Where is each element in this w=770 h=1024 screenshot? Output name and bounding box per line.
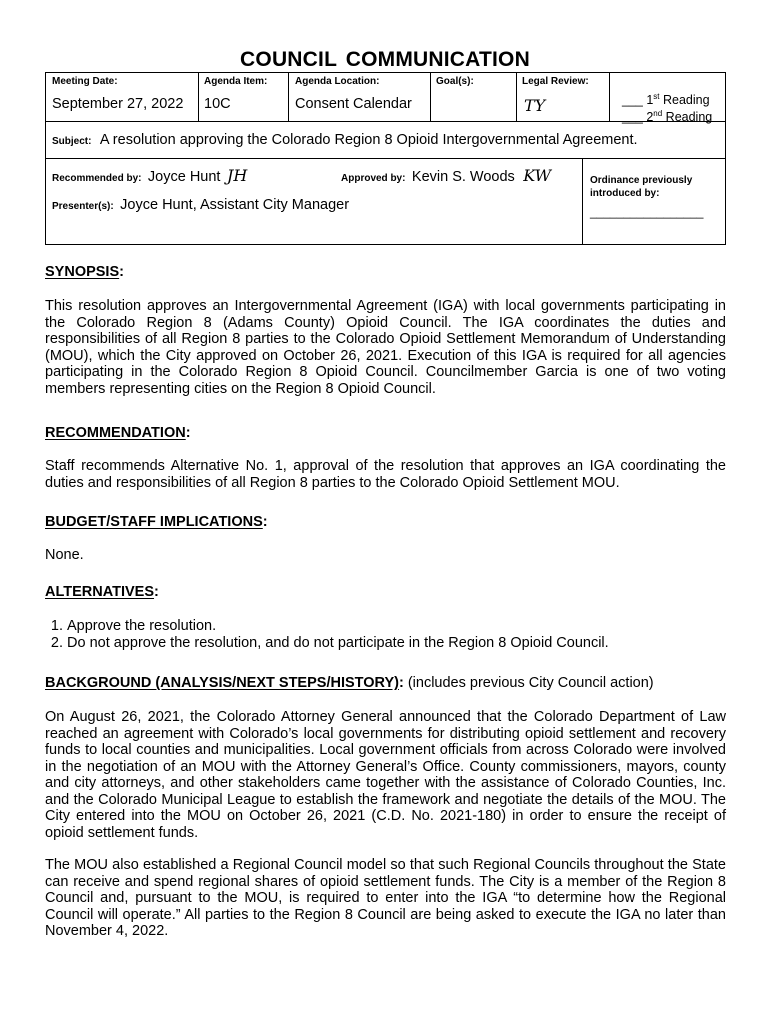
subject-row [52, 131, 638, 149]
goals-label: Goal(s): [436, 76, 474, 87]
background-paragraph-2: The MOU also established a Regional Council model so that such Regional Councils throughout the State can receive and spend regional shares of opioid settlement funds. The City is a member of the Region 8 Council and, pursuant to the MOU, is required to enter into the IGA “to determine how the Regional Council will operate.” All parties to the Region 8 Council are being asked to execute the IGA no later than November 4, 2022. [45, 857, 726, 939]
agenda-item-label: Agenda Item: [204, 76, 268, 87]
recommended-by-initials: JH [226, 166, 248, 185]
col-divider [516, 72, 517, 121]
presenters [52, 196, 349, 214]
synopsis-text: This resolution approves an Intergovernmental Agreement (IGA) with local governments participating in the Colorado Region 8 (Adams County) Opioid Council. The IGA coordinates the duties and responsibilities of all Region 8 parties to the Colorado Opioid Settlement Memorandum of Understanding (MOU), which the City approved on October 26, 2021. Execution of this IGA is required for all agencies participating in the Colorado Region 8 Opioid Council. Councilmember Garcia is one of two voting members representing cities on the Region 8 Opioid Council. [45, 298, 726, 397]
alternatives-heading: ALTERNATIVES [45, 584, 155, 600]
reading-blank: ___ [622, 93, 643, 108]
first-reading [622, 90, 712, 107]
agenda-location: Consent Calendar [295, 96, 412, 112]
reading-checklist [622, 90, 712, 124]
list-item: 1. Approve the resolution. [67, 618, 726, 635]
recommended-by-name: Joyce Hunt [147, 169, 221, 185]
approved-by [341, 166, 551, 186]
legal-review-initials: TY [524, 96, 546, 115]
second-reading [622, 107, 712, 124]
col-divider [198, 72, 199, 121]
background-paragraph-1: On August 26, 2021, the Colorado Attorney General announced that the Colorado Department of Law reached an agreement with Colorado’s local governments for distributing opioid settlement and recovery funds to local counties and municipalities. Local government officials from across Colorado were involved in the negotiation of an MOU with the Attorney General’s Office. County commissioners, mayors, county and city attorneys, and other stakeholders came together with the assistance of Colorado Counties, Inc. and the Colorado Municipal League to establish the framework and negotiate the details of the MOU. The City entered into the MOU on October 26, 2021 (C.D. No. 2021-180) in order to ensure the receipt of opioid settlement funds. [45, 709, 726, 841]
synopsis-heading: SYNOPSIS [45, 264, 120, 280]
presenters-label: Presenter(s): [52, 201, 114, 212]
synopsis-section: SYNOPSIS: This resolution approves an Intergovernmental Agreement (IGA) with local governments participating in the Colorado Region 8 (Adams County) Opioid Council. The IGA coordinates the duties and responsibilities of all Region 8 parties to the Colorado Opioid Settlement Memorandum of Understanding (MOU), which the City approved on October 26, 2021. Execution of this IGA is required for all agencies participating in the Colorado Region 8 Opioid Council. Councilmember Garcia is one of two voting members representing cities on the Region 8 Opioid Council. [45, 264, 726, 397]
budget-heading: BUDGET/STAFF IMPLICATIONS [45, 514, 263, 530]
header-table [45, 72, 726, 245]
presenters-names: Joyce Hunt, Assistant City Manager [120, 197, 350, 213]
legal-review-label: Legal Review: [522, 76, 589, 87]
col-divider [609, 72, 610, 121]
background-section: BACKGROUND (ANALYSIS/NEXT STEPS/HISTORY): (includes previous City Council action) On August 26, 2021, the Colorado Attorney General announced that the Colorado Department of Law reached an agreement with Colorado’s local governments for distributing opioid settlement and recovery funds to local counties and municipalities. Local government officials from across Colorado were involved in the negotiation of an MOU with the Attorney General’s Office. County commissioners, mayors, county and city attorneys, and other stakeholders came together with the assistance of Colorado Counties, Inc. and the Colorado Municipal League to establish the framework and negotiate the details of the MOU. The City entered into the MOU on October 26, 2021 (C.D. No. 2021-180) in order to ensure the receipt of opioid settlement funds. The MOU also established a Regional Council model so that such Regional Councils throughout the State can receive and spend regional shares of opioid settlement funds. The City is a member of the Region 8 Council and, pursuant to the MOU, is required to enter into the IGA “to determine how the Regional Council will operate.” All parties to the Region 8 Council are being asked to execute the IGA no later than November 4, 2022. [45, 675, 726, 939]
recommended-by [52, 166, 247, 186]
subject-text: A resolution approving the Colorado Region 8 Opioid Intergovernmental Agreement. [99, 132, 638, 148]
page-title: COUNCIL COMMUNICATION [240, 48, 530, 71]
reading-1-num: 1 [646, 93, 654, 108]
agenda-item: 10C [204, 96, 231, 112]
approved-by-initials: KW [523, 166, 552, 185]
reading-2-text: Reading [662, 110, 713, 125]
row-divider [45, 158, 726, 159]
reading-1-text: Reading [659, 93, 710, 108]
background-note: (includes previous City Council action) [407, 675, 654, 691]
reading-blank: ___ [622, 110, 643, 125]
meeting-date-label: Meeting Date: [52, 76, 118, 87]
ordinance-label: Ordinance previously introduced by: [590, 175, 693, 199]
recommended-by-label: Recommended by: [52, 173, 142, 184]
col-divider [288, 72, 289, 121]
table-border-top [45, 72, 726, 73]
reading-2-sup: nd [653, 109, 663, 119]
budget-text: None. [45, 547, 84, 563]
alternatives-list [45, 618, 726, 651]
recommendation-heading: RECOMMENDATION [45, 425, 186, 441]
meeting-date: September 27, 2022 [52, 96, 184, 112]
recommendation-text: Staff recommends Alternative No. 1, approval of the resolution that approves an IGA coordinating the duties and responsibilities of all Region 8 parties to the Colorado Opioid Settlement MOU. [45, 458, 726, 491]
budget-section: BUDGET/STAFF IMPLICATIONS: None. [45, 514, 726, 564]
recommendation-section: RECOMMENDATION: Staff recommends Alternative No. 1, approval of the resolution that approves an IGA coordinating the duties and responsibilities of all Region 8 parties to the Colorado Opioid Settlement MOU. [45, 425, 726, 491]
agenda-location-label: Agenda Location: [295, 76, 380, 87]
col-divider [430, 72, 431, 121]
reading-2-num: 2 [646, 110, 654, 125]
background-heading: BACKGROUND (ANALYSIS/NEXT STEPS/HISTORY) [45, 675, 399, 691]
col-divider [582, 158, 583, 245]
table-border-bottom [45, 244, 726, 245]
ordinance-blank: _________________ [590, 205, 704, 219]
subject-label: Subject: [52, 136, 92, 147]
alternatives-section: ALTERNATIVES: 1. Approve the resolution. 2. Do not approve the resolution, and do not participate in the Region 8 Opioid Council. [45, 584, 726, 651]
approved-by-label: Approved by: [341, 173, 406, 184]
approved-by-name: Kevin S. Woods [411, 169, 515, 185]
list-item: 2. Do not approve the resolution, and do not participate in the Region 8 Opioid Council. [67, 635, 726, 652]
reading-1-sup: st [653, 92, 660, 101]
